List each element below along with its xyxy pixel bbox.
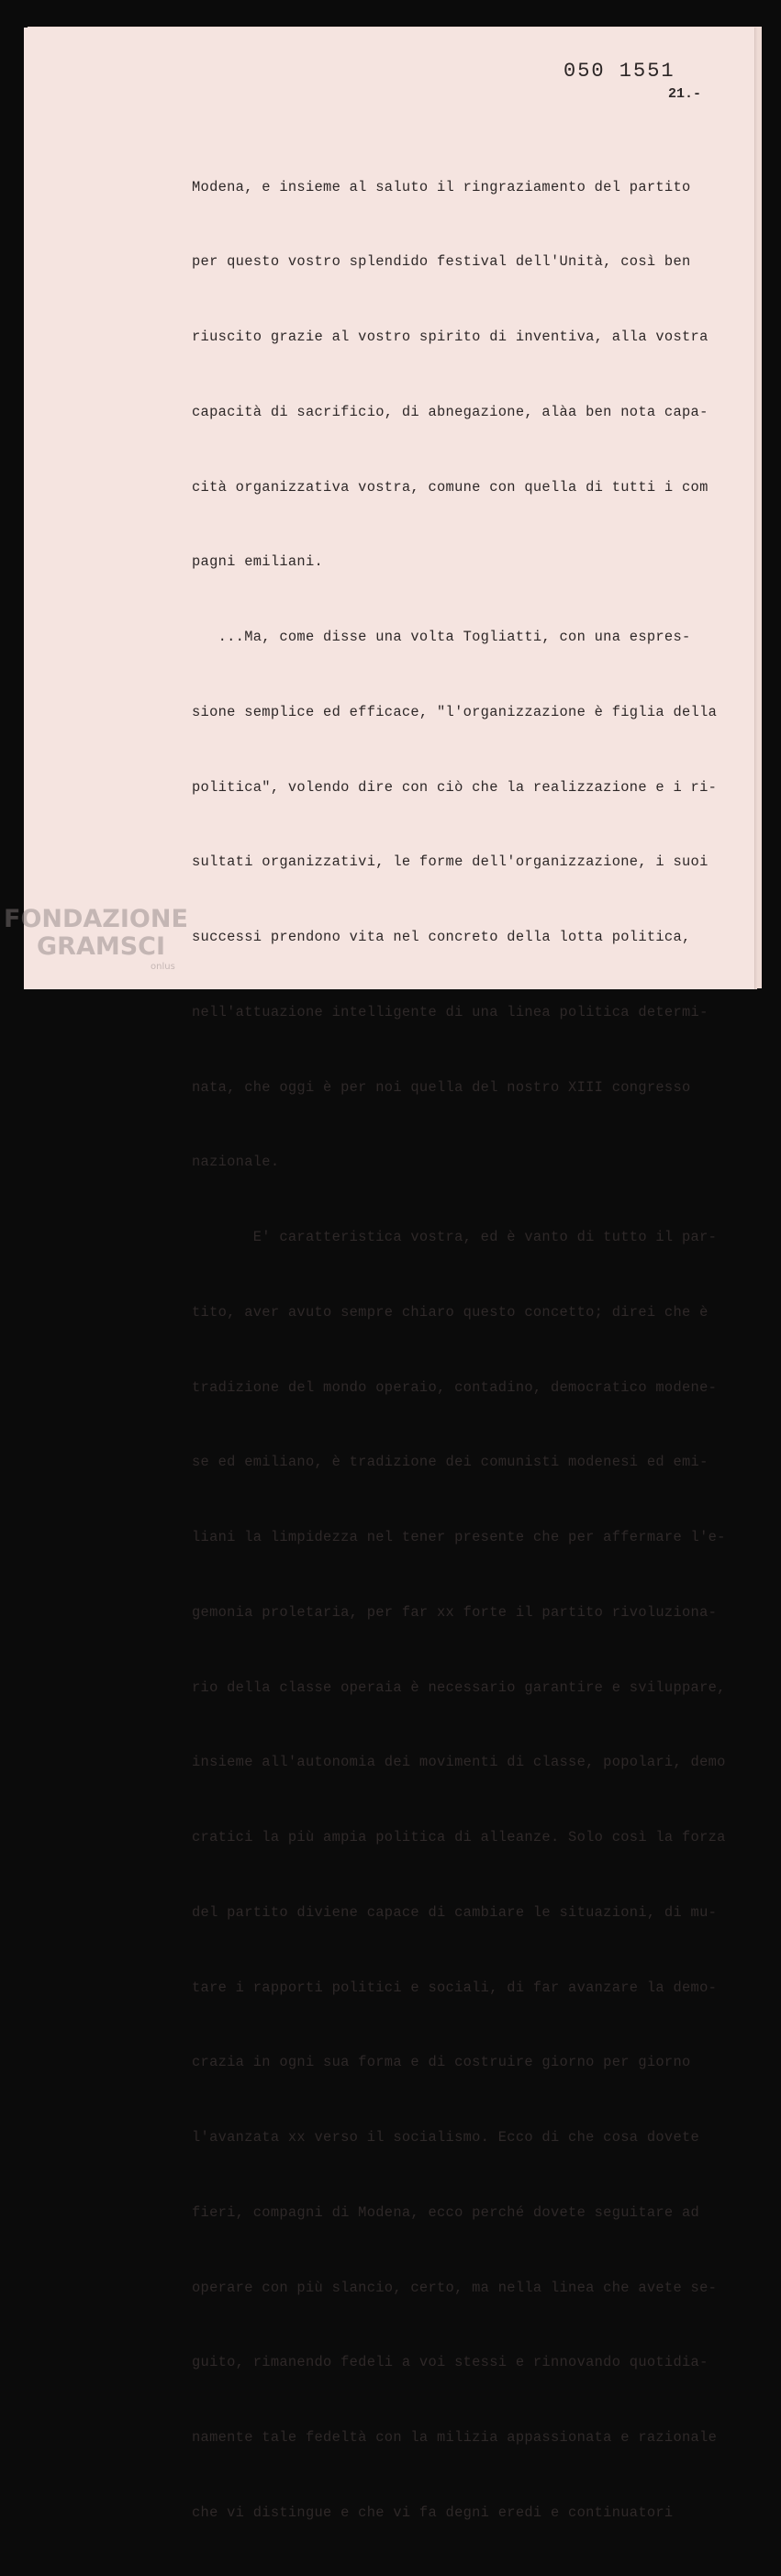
text-line: se ed emiliano, è tradizione dei comunisti modenesi ed emi- bbox=[192, 1454, 708, 1471]
archive-number: 050 1551 bbox=[563, 60, 675, 83]
text-line: cità organizzativa vostra, comune con quella di tutti i com bbox=[192, 478, 708, 496]
text-line: l'avanzata xx verso il socialismo. Ecco di che cosa dovete bbox=[192, 2129, 700, 2146]
text-line: sione semplice ed efficace, "l'organizzazione è figlia della bbox=[192, 703, 718, 720]
text-line: nell'attuazione intelligente di una linea politica determi- bbox=[192, 1003, 708, 1020]
text-line: guito, rimanendo fedeli a voi stessi e rinnovando quotidia- bbox=[192, 2354, 708, 2371]
text-line: pagni emiliani. bbox=[192, 553, 324, 571]
text-line: rio della classe operaia è necessario garantire e sviluppare, bbox=[192, 1678, 726, 1696]
text-line: liani la limpidezza nel tener presente che per affermare l'e- bbox=[192, 1529, 726, 1545]
text-line: Modena, e insieme al saluto il ringraziamento del partito bbox=[192, 178, 691, 195]
text-line: capacità di sacrificio, di abnegazione, alàa ben nota capa- bbox=[192, 403, 708, 420]
watermark-line-3: onlus bbox=[151, 962, 175, 972]
text-line: crazia in ogni sua forma e di costruire giorno per giorno bbox=[192, 2054, 691, 2071]
text-line: operare con più slancio, certo, ma nella linea che avete se- bbox=[192, 2279, 718, 2296]
text-line: ...Ma, come disse una volta Togliatti, con una espres- bbox=[192, 629, 691, 645]
text-line: fieri, compagni di Modena, ecco perché dovete seguitare ad bbox=[192, 2203, 700, 2221]
text-line: riuscito grazie al vostro spirito di inventiva, alla vostra bbox=[192, 329, 708, 345]
text-line: E' caratteristica vostra, ed è vanto di tutto il par- bbox=[192, 1229, 718, 1245]
watermark-line-1: FONDAZIONE bbox=[4, 905, 188, 933]
page-number: 21.- bbox=[668, 86, 702, 102]
text-line: successi prendono vita nel concreto della lotta politica, bbox=[192, 929, 691, 945]
text-line: nazionale. bbox=[192, 1154, 280, 1171]
watermark-line-2: GRAMSCI bbox=[37, 932, 166, 961]
text-line: politica", volendo dire con ciò che la realizzazione e i ri- bbox=[192, 778, 718, 796]
typed-body-text bbox=[192, 125, 726, 2576]
text-line: del partito diviene capace di cambiare le situazioni, di mu- bbox=[192, 1903, 718, 1921]
text-line: sultati organizzativi, le forme dell'organizzazione, i suoi bbox=[192, 853, 708, 871]
text-line: namente tale fedeltà con la milizia appassionata e razionale bbox=[192, 2429, 718, 2446]
text-line: cratici la più ampia politica di alleanze. Solo così la forza bbox=[192, 1829, 726, 1846]
text-line: nata, che oggi è per noi quella del nostro XIII congresso bbox=[192, 1078, 691, 1096]
text-line: che vi distingue e che vi fa degni eredi e continuatori bbox=[192, 2504, 674, 2521]
text-line: tito, aver avuto sempre chiaro questo concetto; direi che è bbox=[192, 1303, 708, 1321]
text-line: per questo vostro splendido festival dell'Unità, così ben bbox=[192, 253, 691, 271]
text-line: tare i rapporti politici e sociali, di far avanzare la demo- bbox=[192, 1979, 718, 1996]
text-line: insieme all'autonomia dei movimenti di classe, popolari, demo bbox=[192, 1754, 726, 1771]
text-line: tradizione del mondo operaio, contadino, democratico modene- bbox=[192, 1378, 718, 1396]
text-line: gemonia proletaria, per far xx forte il partito rivoluziona- bbox=[192, 1603, 718, 1621]
